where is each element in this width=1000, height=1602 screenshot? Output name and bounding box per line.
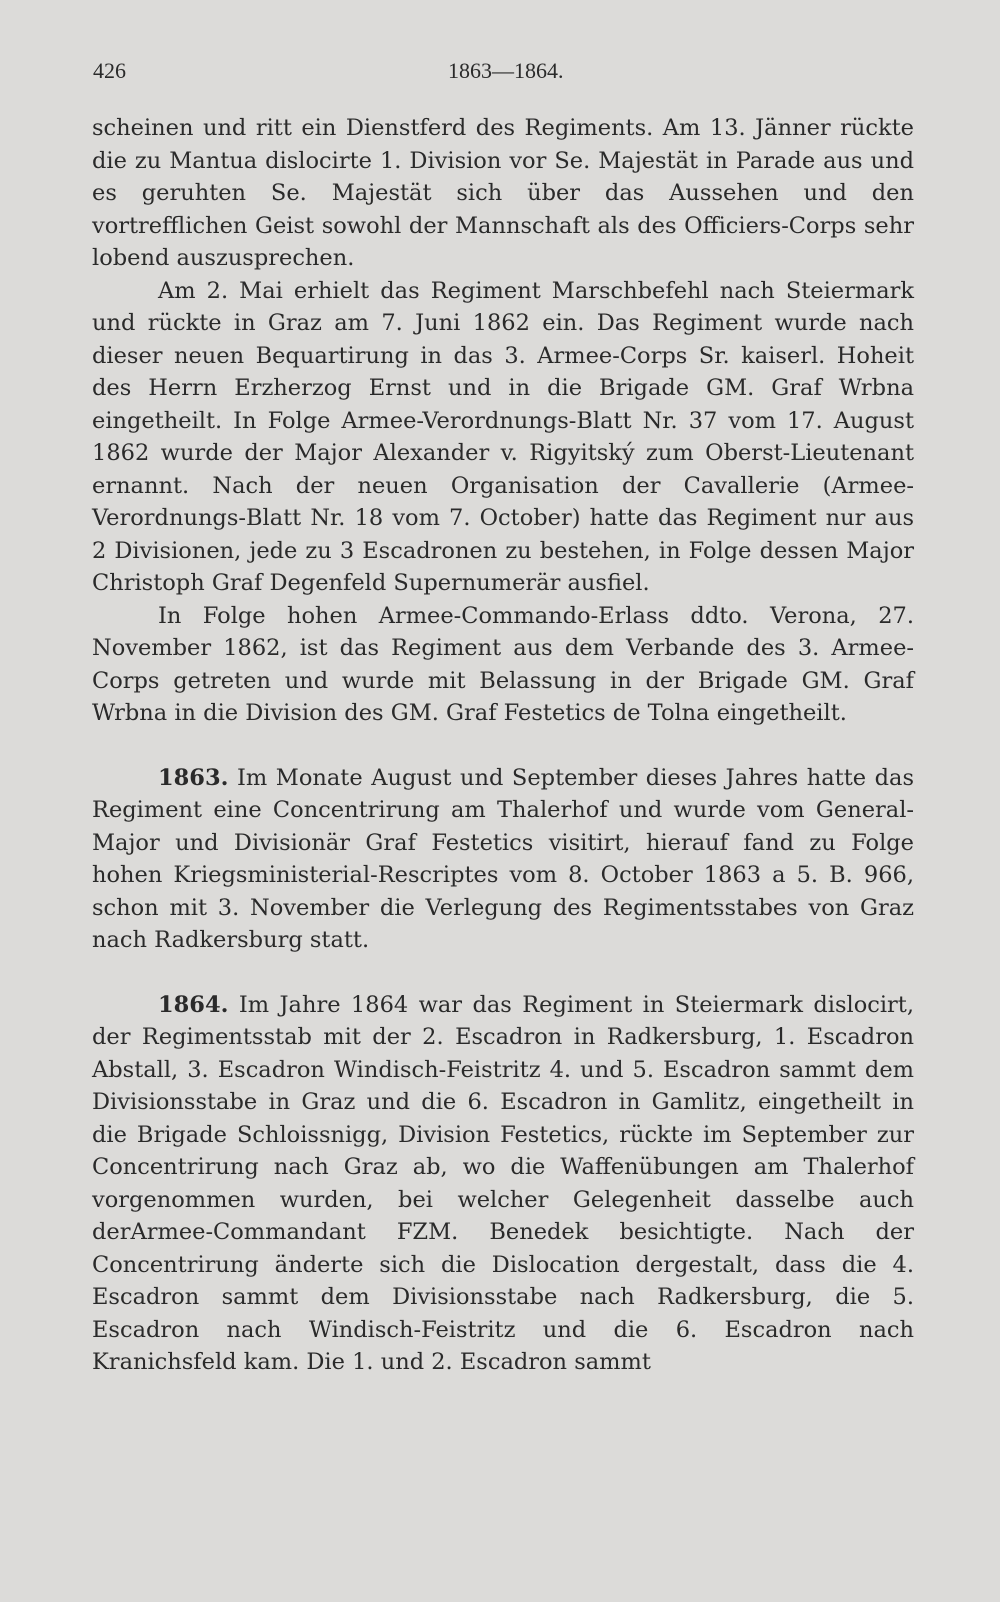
running-head: 1863—1864. bbox=[448, 58, 564, 83]
page-body bbox=[92, 112, 914, 1379]
page-header bbox=[93, 58, 913, 88]
page-number: 426 bbox=[93, 58, 126, 83]
section-1864-text: Im Jahre 1864 war das Regiment in Steiermark dislocirt, der Regimentsstab mit der 2. Escadron in Radkersburg, 1. Escadron Abstall, 3. Escadron Windisch-Feistritz 4. und 5. Escadron sammt dem Divisionsstabe in Graz und die 6. Escadron in Gamlitz, eingetheilt in die Brigade Schloissnigg, Division Festetics, rückte im September zur Concentrirung nach Graz ab, wo die Waffenübungen am Thalerhof vorgenommen wurden, bei welcher Gelegenheit dasselbe auch derArmee-Commandant FZM. Benedek besichtigte. Nach der Concentrirung änderte sich die Dislocation dergestalt, dass die 4. Escadron sammt dem Divisionsstabe nach Radkersburg, die 5. Escadron nach Windisch-Feistritz und die 6. Escadron nach Kranichsfeld kam. Die 1. und 2. Escadron sammt bbox=[92, 991, 915, 1375]
section-1863-text: Im Monate August und September dieses Jahres hatte das Regiment eine Concentrirung am Thalerhof und wurde vom General-Major und Divisionär Graf Festetics visitirt, hierauf fand zu Folge hohen Kriegsministerial-Rescriptes vom 8. October 1863 a 5. B. 966, schon mit 3. November die Verlegung des Regimentsstabes von Graz nach Radkersburg statt. bbox=[92, 764, 914, 953]
paragraph-command-decree: In Folge hohen Armee-Commando-Erlass ddto. Verona, 27. November 1862, ist das Regiment aus dem Verbande des 3. Armee-Corps getreten und wurde mit Belassung in der Brigade GM. Graf Wrbna in die Division des GM. Graf Festetics de Tolna eingetheilt. bbox=[92, 602, 914, 726]
section-1864 bbox=[92, 989, 914, 1379]
paragraph-march-order: Am 2. Mai erhielt das Regiment Marschbefehl nach Steiermark und rückte in Graz am 7. Juni 1862 ein. Das Regiment wurde nach dieser neuen Bequartirung in das 3. Armee-Corps Sr. kaiserl. Hoheit des Herrn Erzherzog Ernst und in die Brigade GM. Graf Wrbna eingetheilt. In Folge Armee-Verordnungs-Blatt Nr. 37 vom 17. August 1862 wurde der Major Alexander v. Rigyitský zum Oberst-Lieutenant ernannt. Nach der neuen Organisation der Cavallerie (Armee-Verordnungs-Blatt Nr. 18 vom 7. October) hatte das Regiment nur aus 2 Divisionen, jede zu 3 Escadronen zu bestehen, in Folge dessen Major Christoph Graf Degenfeld Supernumerär ausfiel. bbox=[92, 277, 914, 596]
section-1863 bbox=[92, 762, 914, 957]
paragraph-continuation: scheinen und ritt ein Dienstferd des Regiments. Am 13. Jänner rückte die zu Mantua dislocirte 1. Division vor Se. Majestät in Parade aus und es geruhten Se. Majestät sich über das Aussehen und den vortrefflichen Geist sowohl der Mannschaft als des Officiers-Corps sehr lobend auszusprechen. bbox=[92, 115, 914, 271]
year-heading-1864: 1864. bbox=[158, 991, 229, 1018]
year-heading-1863: 1863. bbox=[158, 764, 229, 791]
